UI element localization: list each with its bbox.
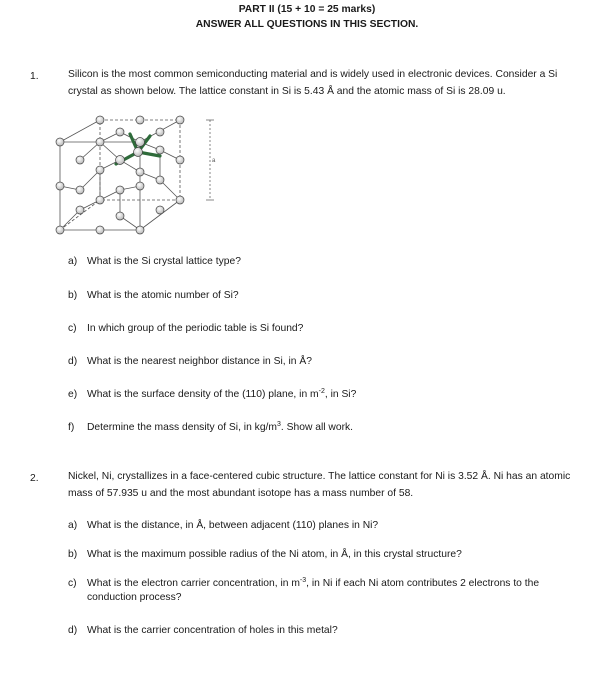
subquestion-text-end: , in Ni if each Ni atom contributes 2 electrons to the (306, 578, 540, 589)
subquestion-text: In which group of the periodic table is Si found? (87, 323, 304, 334)
question-1c (68, 323, 303, 334)
exponent: -3 (299, 577, 307, 584)
question-1b (68, 290, 239, 301)
subquestion-label: a) (68, 520, 78, 531)
subquestion-text: What is the maximum possible radius of the Ni atom, in Å, in this crystal structure? (87, 549, 462, 560)
exponent: -2 (318, 388, 325, 395)
subquestion-text-end: . Show all work. (280, 422, 354, 433)
question-2-number: 2. (30, 473, 39, 484)
question-1e (68, 389, 356, 400)
subquestion-label: f) (68, 422, 75, 433)
subquestion-text: What is the atomic number of Si? (87, 290, 239, 301)
question-2b (68, 549, 462, 560)
question-1f (68, 422, 353, 433)
subquestion-text: What is the carrier concentration of holes in this metal? (87, 625, 338, 636)
subquestion-label: d) (68, 356, 78, 367)
subquestion-text: What is the nearest neighbor distance in Si, in Å? (87, 356, 312, 367)
section-instruction: ANSWER ALL QUESTIONS IN THIS SECTION. (195, 19, 419, 30)
lattice-constant-label: a (212, 158, 216, 164)
subquestion-label: c) (68, 578, 77, 589)
subquestion-text: What is the surface density of the (110) plane, in m (87, 389, 319, 400)
question-1d (68, 356, 312, 367)
subquestion-text: What is the distance, in Å, between adjacent (110) planes in Ni? (87, 520, 379, 531)
question-2a (68, 520, 378, 531)
subquestion-label: b) (68, 549, 78, 560)
subquestion-text: Determine the mass density of Si, in kg/m (87, 422, 277, 433)
subquestion-label: c) (68, 323, 77, 334)
question-2c (68, 578, 593, 589)
part-title: PART II (15 + 10 = 25 marks) (238, 4, 376, 15)
subquestion-label: d) (68, 625, 78, 636)
question-2-line-1: Nickel, Ni, crystallizes in a face-centered cubic structure. The lattice constant for Ni is 3.52 Å. Ni has an atomic (68, 471, 571, 482)
subquestion-text: What is the electron carrier concentration, in m (87, 578, 300, 589)
question-1a (68, 256, 241, 267)
question-2-line-2: mass of 57.935 u and the most abundant isotope has a mass number of 58. (68, 488, 414, 499)
subquestion-label: a) (68, 256, 78, 267)
question-2c-line-2: conduction process? (87, 592, 182, 603)
subquestion-label: b) (68, 290, 78, 301)
exponent: 3 (277, 421, 281, 428)
question-1-number: 1. (30, 71, 39, 82)
silicon-diamond-lattice-figure (50, 112, 230, 242)
subquestion-label: e) (68, 389, 78, 400)
question-1-line-1: Silicon is the most common semiconducting material and is widely used in electronic devices. Consider a Si (68, 69, 558, 80)
question-1-line-2: crystal as shown below. The lattice constant in Si is 5.43 Å and the atomic mass of Si is 28.09 u. (68, 86, 506, 97)
subquestion-text-end: , in Si? (324, 389, 357, 400)
subquestion-text: What is the Si crystal lattice type? (87, 256, 241, 267)
question-2d (68, 625, 338, 636)
